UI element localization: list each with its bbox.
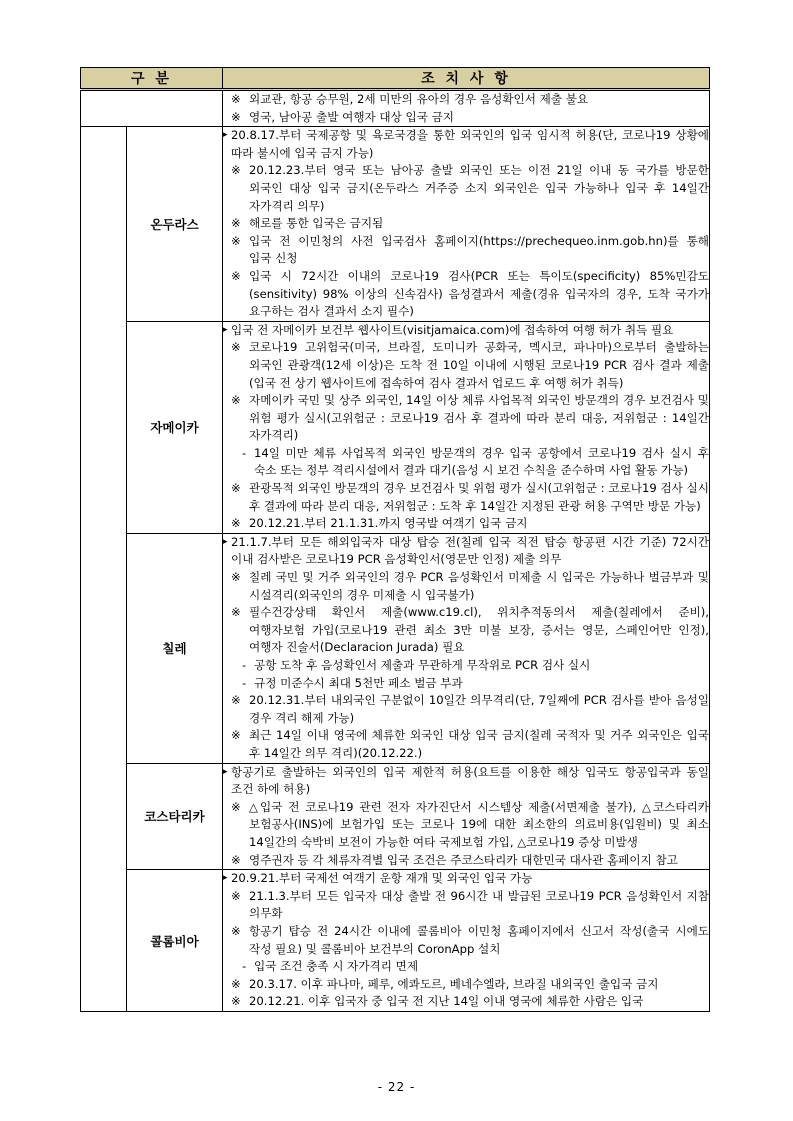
page-number: - 22 - [377, 1080, 416, 1094]
measure-text: 관광목적 외국인 방문객의 경우 보건검사 및 위험 평가 실시(고위험군 : 코로나19 검사 실시 후 결과에 따라 분리 대응, 저위험군 : 도착 후 14일간 지정된 관광 허용 구역만 방문 가능) [249, 481, 709, 513]
measure-item [223, 127, 709, 162]
dash-icon: - [242, 959, 247, 974]
measures-cell [223, 127, 710, 322]
country-name: 온두라스 [127, 127, 223, 322]
measure-text: 20.12.23.부터 영국 또는 남아공 출발 외국인 또는 이전 21일 이내 동 국가를 방문한 외국인 대상 입국 금지(온두라스 거주증 소지 외국인은 입국 가능하나 입국 후 14일간 자가격리 의무) [249, 163, 709, 213]
measure-text: 21.1.7.부터 모든 해외입국자 대상 탑승 전(칠레 입국 직전 탑승 항공편 시간 기준) 72시간 이내 검사받은 코로나19 PCR 음성확인서(영문만 인정) 제출 의무 [231, 534, 709, 567]
measure-item [223, 233, 709, 268]
measure-text: 코로나19 고위험국(미국, 브라질, 도미니카 공화국, 멕시코, 파나마)으로부터 출발하는 외국인 관광객(12세 이상)은 도착 전 10일 이내에 시행된 코로나19 PCR 검사 결과 제출(입국 전 상기 웹사이트에 접속하여 검사 결과서 업로드 후 여행 허가 취득) [249, 340, 709, 390]
measure-item [223, 852, 709, 870]
header-measures: 조 치 사 항 [223, 68, 710, 90]
bullet-icon: ▸ [223, 324, 228, 335]
note-mark-icon: ※ [231, 216, 241, 231]
region-cell [81, 127, 127, 1012]
note-mark-icon: ※ [231, 481, 241, 496]
measures-cell [223, 870, 710, 1012]
measure-item [223, 657, 709, 675]
measures-cell [223, 90, 710, 127]
measure-item [223, 215, 709, 233]
measure-item [223, 569, 709, 604]
measure-item [223, 534, 709, 569]
measures-cell [223, 533, 710, 763]
dash-icon: - [242, 675, 247, 690]
measure-item [223, 799, 709, 852]
measure-text: 규정 미준수시 최대 5천만 페소 벌금 부과 [254, 675, 463, 690]
measure-item [223, 480, 709, 515]
measure-text: 외교관, 항공 승무원, 2세 미만의 유아의 경우 음성확인서 제출 불요 [249, 92, 589, 106]
measure-text: 항공기로 출발하는 외국인의 입국 제한적 허용(요트를 이용한 해상 입국도 항공입국과 동일 조건 하에 허용) [231, 764, 709, 797]
bullet-icon: ▸ [223, 873, 228, 884]
measure-text: 입국 시 72시간 이내의 코로나19 검사(PCR 또는 특이도(specificity) 85%민감도(sensitivity) 98% 이상의 신속검사) 음성결과서 제출(경유 입국자의 경우, 도착 국가가 요구하는 검사 결과서 소지 필수) [249, 268, 709, 319]
category-cell-blank [81, 90, 223, 127]
measure-text: 영주권자 등 각 체류자격별 입국 조건은 주코스타리카 대한민국 대사관 홈페이지 참고 [249, 852, 678, 867]
measure-item [223, 91, 709, 109]
note-mark-icon: ※ [231, 605, 241, 620]
table-row [81, 870, 710, 1012]
measure-item [223, 339, 709, 392]
table-header-row [81, 68, 710, 90]
header-category: 구 분 [81, 68, 223, 90]
measure-item [223, 923, 709, 958]
note-mark-icon: ※ [231, 888, 241, 903]
measure-item [223, 958, 709, 976]
note-mark-icon: ※ [231, 233, 241, 248]
table-row [81, 533, 710, 763]
measure-text: 필수건강상태 확인서 제출(www.c19.cl), 위치추적동의서 제출(칠레에서 준비), 여행자보험 가입(코로나19 관련 최소 3만 미불 보장, 증서는 영문, 스페인어만 인정), 여행자 진술서(Declaracion Jurada) 필요 [249, 605, 709, 655]
measure-item [223, 727, 709, 762]
measure-text: 20.12.31.부터 내외국인 구분없이 10일간 의무격리(단, 7일째에 PCR 검사를 받아 음성일 경우 격리 해제 가능) [249, 693, 709, 725]
measure-text: △입국 전 코로나19 관련 전자 자가진단서 시스템상 제출(서면제출 불가), △코스타리카 보험공사(INS)에 보험가입 또는 코로나 19에 대한 최소한의 의료비용(입원비) 및 최소 14일간의 숙박비 보전이 가능한 여타 국제보험 가입, △코로나19 증상 미발생 [249, 799, 709, 849]
measure-text: 공항 도착 후 음성확인서 제출과 무관하게 무작위로 PCR 검사 실시 [254, 658, 591, 672]
measure-text: 20.3.17. 이후 파나마, 페루, 에콰도르, 베네수엘라, 브라질 내외국인 출입국 금지 [249, 976, 659, 991]
country-name: 자메이카 [127, 321, 223, 533]
note-mark-icon: ※ [231, 516, 241, 531]
measure-text: 입국 전 자메이카 보건부 웹사이트(visitjamaica.com)에 접속하여 여행 허가 취득 필요 [231, 322, 674, 337]
measure-text: 최근 14일 이내 영국에 체류한 외국인 대상 입국 금지(칠레 국적자 및 거주 외국인은 입국 후 14일간 의무 격리)(20.12.22.) [249, 728, 709, 760]
measure-text: 입국 전 이민청의 사전 입국검사 홈페이지(https://prechequeo.inm.gob.hn)를 통해 입국 신청 [249, 233, 709, 266]
measure-item [223, 675, 709, 693]
note-mark-icon: ※ [231, 693, 241, 708]
measure-item [223, 162, 709, 215]
measure-item [223, 993, 709, 1011]
note-mark-icon: ※ [231, 163, 241, 178]
note-mark-icon: ※ [231, 728, 241, 743]
country-name: 코스타리카 [127, 763, 223, 870]
measure-text: 14일 미만 체류 사업목적 외국인 방문객의 경우 입국 공항에서 코로나19 검사 실시 후 숙소 또는 정부 격리시설에서 결과 대기(음성 시 보건 수칙을 준수하며 사업 활동 가능) [254, 445, 709, 478]
measure-item [223, 268, 709, 321]
note-mark-icon: ※ [231, 994, 241, 1009]
dash-icon: - [242, 445, 247, 460]
measure-item [223, 692, 709, 727]
dash-icon: - [242, 658, 247, 672]
measure-text: 21.1.3.부터 모든 입국자 대상 출발 전 96시간 내 발급된 코로나19 PCR 음성확인서 지참 의무화 [249, 888, 709, 921]
measure-text: 영국, 남아공 출발 여행자 대상 입국 금지 [249, 109, 454, 124]
measure-item [223, 445, 709, 480]
measure-text: 20.12.21.부터 21.1.31.까지 영국발 여객기 입국 금지 [249, 516, 528, 531]
measure-item [223, 976, 709, 994]
table-row [81, 763, 710, 870]
bullet-icon: ▸ [223, 130, 228, 141]
measure-item [223, 392, 709, 445]
bullet-icon: ▸ [223, 766, 228, 777]
note-mark-icon: ※ [231, 923, 241, 938]
measure-text: 칠레 국민 및 거주 외국인의 경우 PCR 음성확인서 미제출 시 입국은 가능하나 벌금부과 및 시설격리(외국인의 경우 미제출 시 입국불가) [249, 570, 709, 602]
measure-text: 입국 조건 충족 시 자가격리 면제 [254, 959, 419, 974]
note-mark-icon: ※ [231, 976, 241, 991]
measures-cell [223, 321, 710, 533]
note-mark-icon: ※ [231, 340, 241, 355]
measure-text: 20.9.21.부터 국제선 여객기 운항 재개 및 외국인 입국 가능 [231, 871, 533, 886]
note-mark-icon: ※ [231, 852, 241, 867]
measure-text: 해로를 통한 입국은 금지됨 [249, 216, 384, 231]
table-row [81, 321, 710, 533]
table-row [81, 127, 710, 322]
measure-text: 자메이카 국민 및 상주 외국인, 14일 이상 체류 사업목적 외국인 방문객의 경우 보건검사 및 위험 평가 실시(고위험군 : 코로나19 검사 후 결과에 따라 분리 대응, 저위험군 : 14일간 자가격리) [249, 393, 709, 443]
bullet-icon: ▸ [223, 536, 228, 547]
table-row [81, 90, 710, 127]
note-mark-icon: ※ [231, 799, 241, 814]
measure-item [223, 604, 709, 657]
note-mark-icon: ※ [231, 109, 241, 124]
measure-item [223, 515, 709, 533]
measure-item [223, 109, 709, 127]
country-name: 콜롬비아 [127, 870, 223, 1012]
measure-item [223, 888, 709, 923]
measure-text: 20.12.21. 이후 입국자 중 입국 전 지난 14일 이내 영국에 체류한 사람은 입국 [249, 994, 644, 1009]
measure-item [223, 322, 709, 340]
note-mark-icon: ※ [231, 570, 241, 585]
measures-cell [223, 763, 710, 870]
measure-item [223, 764, 709, 799]
measure-text: 20.8.17.부터 국제공항 및 육로국경을 통한 외국인의 입국 임시적 허용(단, 코로나19 상황에 따라 불시에 입국 금지 가능) [231, 128, 709, 160]
measures-table [80, 67, 710, 1012]
measure-item [223, 870, 709, 888]
note-mark-icon: ※ [231, 393, 241, 408]
measure-text: 항공기 탑승 전 24시간 이내에 콜롬비아 이민청 홈페이지에서 신고서 작성(출국 시에도 작성 필요) 및 콜롬비아 보건부의 CoronApp 설치 [249, 923, 709, 956]
country-name: 칠레 [127, 533, 223, 763]
note-mark-icon: ※ [231, 92, 241, 106]
note-mark-icon: ※ [231, 268, 241, 283]
